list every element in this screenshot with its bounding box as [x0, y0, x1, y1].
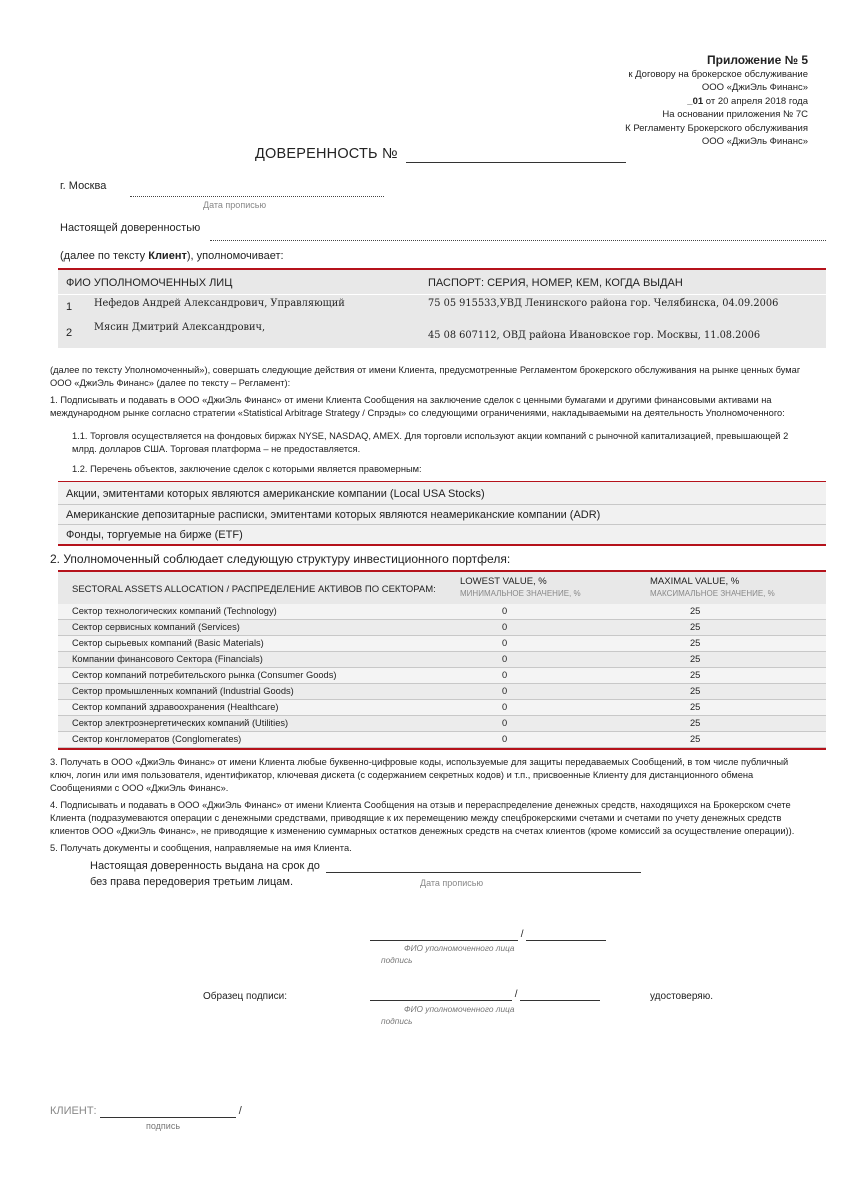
sample-fio-field[interactable] — [370, 989, 512, 1001]
instrument-item: Американские депозитарные расписки, эмитентами которых являются неамериканские компании (ADR) — [66, 509, 601, 521]
item-1-1 — [72, 430, 810, 456]
sample-label: Образец подписи: — [203, 991, 288, 1002]
min-value: 0 — [502, 622, 508, 632]
max-value: 25 — [690, 702, 701, 712]
certify-text: удостоверяю. — [650, 991, 713, 1002]
validity-date-field[interactable] — [326, 860, 641, 873]
client-prefix: (далее по тексту — [60, 250, 149, 262]
table-row — [62, 700, 822, 716]
min-value: 0 — [502, 686, 508, 696]
signature-hint: подпись — [381, 955, 413, 965]
text-line: 1.1. Торговля осуществляется на фондовых биржах NYSE, NASDAQ, AMEX. Для торговли используют акции компаний с рыночной капитализацией, превышающей 2 — [72, 431, 789, 441]
persons-header-passport: ПАСПОРТ: СЕРИЯ, НОМЕР, КЕМ, КОГДА ВЫДАН — [428, 277, 683, 289]
person-passport: 45 08 607112, ОВД района Ивановское гор. Москвы, 11.08.2006 — [428, 330, 761, 341]
table-row — [62, 732, 822, 748]
table-divider — [58, 294, 826, 295]
client-bold: Клиент — [148, 250, 187, 262]
item-1-2: 1.2. Перечень объектов, заключение сделок с которыми является правомерным: — [72, 464, 422, 474]
appendix-line: К Регламенту Брокерского обслуживания — [625, 122, 808, 134]
max-value: 25 — [690, 654, 701, 664]
document-title — [255, 146, 626, 163]
sector-header: SECTORAL ASSETS ALLOCATION / РАСПРЕДЕЛЕНИЕ АКТИВОВ ПО СЕКТОРАМ: — [72, 584, 436, 595]
date-field[interactable] — [130, 186, 384, 197]
sector-name: Сектор компаний потребительского рынка (Consumer Goods) — [72, 670, 337, 680]
min-value: 0 — [502, 670, 508, 680]
client-signature-line: КЛИЕНТ: / — [50, 1105, 242, 1117]
title-text: ДОВЕРЕННОСТЬ № — [255, 146, 398, 162]
no-delegation-text: без права передоверия третьим лицам. — [90, 876, 293, 888]
number-field[interactable] — [406, 146, 626, 163]
appendix-line — [625, 95, 808, 108]
appendix-line: ООО «ДжиЭль Финанс» — [701, 82, 808, 94]
instrument-item: Акции, эмитентами которых являются американские компании (Local USA Stocks) — [66, 488, 485, 500]
item-4 — [50, 799, 810, 838]
date-hint: Дата прописью — [203, 200, 267, 210]
table-row — [62, 620, 822, 636]
row-divider — [58, 524, 826, 525]
row-number: 1 — [66, 301, 73, 313]
text-line: млрд. долларов США. Торговая платформа – не предоставляется. — [72, 444, 361, 454]
appendix-title: Приложение № 5 — [706, 53, 808, 67]
intro-text: Настоящей доверенностью — [60, 222, 201, 234]
text-line: международном рынке согласно стратегии «Statistical Arbitrage Strategy / Спрэды» со следующими ограничениями, накладываемыми на деятельность Уполномоченного: — [50, 408, 785, 418]
client-line — [60, 250, 284, 262]
text-line: ООО «ДжиЭль Финанс» (далее по тексту – Регламент): — [50, 378, 291, 388]
signature-field[interactable] — [526, 929, 606, 941]
instrument-item: Фонды, торгуемые на бирже (ETF) — [66, 529, 243, 541]
person-passport: 75 05 915533,УВД Ленинского района гор. Челябинска, 04.09.2006 — [428, 298, 779, 309]
text-line: Клиента (подразумеваются операции с денежными средствами, приводящие к их перемещению между спецброкерскими счетами и счетами по учету денежных средств — [50, 813, 782, 823]
text-line: 4. Подписывать и подавать в ООО «ДжиЭль Финанс» от имени Клиента Сообщения на отзыв и перераспределение денежных средств, находящихся на Брокерском счете — [50, 800, 791, 810]
signature-line: / — [370, 929, 606, 941]
max-value: 25 — [690, 606, 701, 616]
fio-hint: ФИО уполномоченного лица — [404, 1004, 515, 1014]
table-row — [62, 636, 822, 652]
max-value: 25 — [690, 686, 701, 696]
max-value: 25 — [690, 622, 701, 632]
client-field[interactable] — [210, 232, 826, 241]
client-suffix: ), уполномочивает: — [186, 250, 284, 262]
item-5: 5. Получать документы и сообщения, направляемые на имя Клиента. — [50, 843, 352, 853]
sector-name: Сектор конгломератов (Conglomerates) — [72, 734, 242, 744]
text-line: клиентов ООО «ДжиЭль Финанс», не приводящие к изменению суммарных остатков денежных средств на счетах клиентов (кроме комиссий за осуществление операции)). — [50, 826, 795, 836]
min-value: 0 — [502, 702, 508, 712]
sector-name: Сектор компаний здравоохранения (Healthcare) — [72, 702, 279, 712]
contract-date: от 20 апреля 2018 года — [703, 95, 808, 107]
max-value: 25 — [690, 734, 701, 744]
text-line: 1. Подписывать и подавать в ООО «ДжиЭль Финанс» от имени Клиента Сообщения на заключение сделок с ценными бумагами и другими финансовыми активами на — [50, 395, 772, 405]
table-row — [62, 604, 822, 620]
min-value: 0 — [502, 718, 508, 728]
min-header-sub: МИНИМАЛЬНОЕ ЗНАЧЕНИЕ, % — [460, 589, 581, 598]
sector-name: Сектор промышленных компаний (Industrial Goods) — [72, 686, 294, 696]
table-row — [62, 668, 822, 684]
text-line: (далее по тексту Уполномоченный»), совершать следующие действия от имени Клиента, предусмотренные Регламентом брокерского обслуживания на рынке ценных бумаг — [50, 365, 801, 375]
table-row — [62, 684, 822, 700]
item-3 — [50, 756, 810, 795]
table-row — [62, 716, 822, 732]
min-value: 0 — [502, 606, 508, 616]
sector-name: Сектор сервисных компаний (Services) — [72, 622, 240, 632]
sample-signature-field[interactable] — [520, 989, 600, 1001]
row-number: 2 — [66, 327, 73, 339]
max-header: MAXIMAL VALUE, % — [650, 576, 740, 587]
appendix-header — [625, 52, 808, 148]
max-value: 25 — [690, 718, 701, 728]
client-signature-field[interactable] — [100, 1105, 236, 1118]
person-name: Мясин Дмитрий Александрович, — [94, 322, 266, 333]
max-value: 25 — [690, 670, 701, 680]
item-1 — [50, 394, 810, 420]
sector-name: Сектор технологических компаний (Technology) — [72, 606, 277, 616]
appendix-line: На основании приложения № 7С — [662, 109, 808, 121]
table-row — [62, 652, 822, 668]
fio-field[interactable] — [370, 929, 518, 941]
sector-table-bottom-rule — [58, 748, 826, 750]
item-2: 2. Уполномоченный соблюдает следующую структуру инвестиционного портфеля: — [50, 552, 511, 566]
min-header: LOWEST VALUE, % — [460, 576, 547, 587]
validity-hint: Дата прописью — [420, 878, 484, 888]
min-value: 0 — [502, 638, 508, 648]
city: г. Москва — [60, 180, 107, 192]
text-line: Сообщениями с ООО «ДжиЭль Финанс». — [50, 783, 229, 793]
max-value: 25 — [690, 638, 701, 648]
signature-hint: подпись — [381, 1016, 413, 1026]
text-line: 3. Получать в ООО «ДжиЭль Финанс» от имени Клиента любые буквенно-цифровые коды, используемые для защиты передаваемых Сообщений, в том числе публичный — [50, 757, 789, 767]
validity-line — [90, 860, 641, 873]
persons-header-name: ФИО УПОЛНОМОЧЕННЫХ ЛИЦ — [66, 277, 233, 289]
authorized-paragraph — [50, 364, 810, 390]
client-label: КЛИЕНТ: — [50, 1105, 97, 1117]
sector-name: Сектор электроэнергетических компаний (Utilities) — [72, 718, 289, 728]
max-header-sub: МАКСИМАЛЬНОЕ ЗНАЧЕНИЕ, % — [650, 589, 775, 598]
appendix-line: к Договору на брокерское обслуживание — [628, 69, 808, 80]
appendix-line: ООО «ДжиЭль Финанс» — [701, 136, 808, 148]
validity-text: Настоящая доверенность выдана на срок до — [90, 860, 320, 872]
sample-signature-line: / — [370, 989, 600, 1001]
row-divider — [58, 504, 826, 505]
min-value: 0 — [502, 734, 508, 744]
fio-hint: ФИО уполномоченного лица — [404, 943, 515, 953]
sector-name: Сектор сырьевых компаний (Basic Materials) — [72, 638, 264, 648]
sector-name: Компании финансового Сектора (Financials) — [72, 654, 263, 664]
min-value: 0 — [502, 654, 508, 664]
contract-number: _01 — [687, 95, 704, 107]
text-line: ключ, логин или имя пользователя, идентификатор, ключевая дискета (с содержанием секретных кодов) и т.п., присвоенные Клиенту для дистанционного обмена — [50, 770, 754, 780]
list-bottom-rule — [58, 544, 826, 546]
person-name: Нефедов Андрей Александрович, Управляющий — [94, 298, 345, 309]
client-signature-hint: подпись — [146, 1121, 181, 1131]
